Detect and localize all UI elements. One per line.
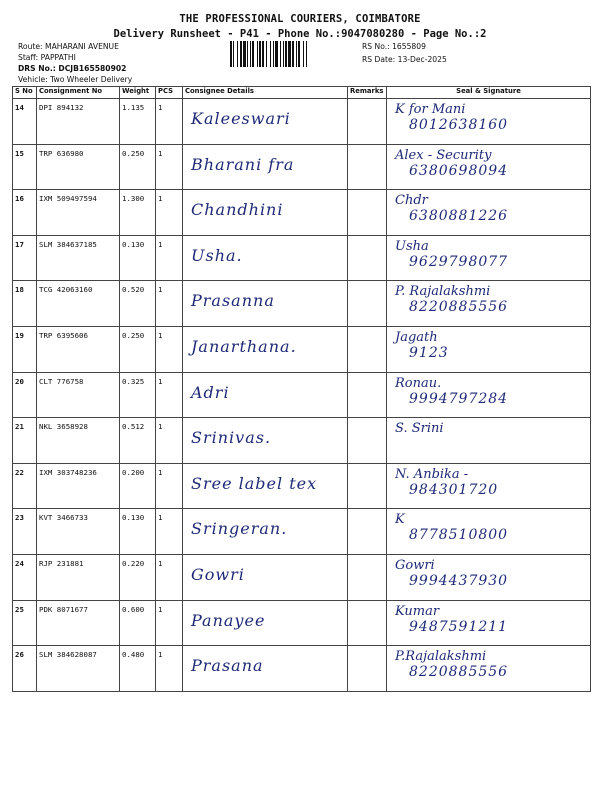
table-row [13,418,591,464]
row-consignee [183,509,348,555]
row-sno: 26 [13,646,37,692]
signature-name: Alex - Security [395,147,492,163]
signature-phone: 9629798077 [409,253,509,270]
signature-name: Kumar [395,603,440,619]
rs-number: RS No.: 1655809 [362,42,426,51]
row-sno: 14 [13,99,37,145]
barcode-bar [307,41,309,67]
col-header-sno: S No [13,87,37,99]
staff-label: Staff: PAPPATHI [18,53,76,62]
col-header-consignee: Consignee Details [183,87,348,99]
row-signature [387,509,591,555]
consignee-handwriting: Usha. [191,245,243,265]
table-row [13,646,591,692]
route-label: Route: MAHARANI AVENUE [18,42,119,51]
signature-phone: 9123 [409,344,449,361]
row-signature [387,418,591,464]
row-consignment-no: DPI 894132 [37,99,120,145]
signature-handwriting [389,646,588,680]
table-row [13,600,591,646]
row-remarks [348,418,387,464]
signature-handwriting [389,418,588,436]
row-remarks [348,190,387,236]
table-header-row [13,87,591,99]
row-weight: 1.300 [120,190,156,236]
row-consignment-no: CLT 776758 [37,372,120,418]
signature-name: Chdr [395,193,428,209]
table-row [13,554,591,600]
row-weight: 0.130 [120,509,156,555]
row-sno: 19 [13,326,37,372]
row-consignment-no: NKL 3658928 [37,418,120,464]
signature-name: K for Mani [395,102,466,117]
signature-handwriting [389,509,588,543]
row-sno: 24 [13,554,37,600]
row-remarks [348,144,387,190]
drs-number: DRS No.: DCJB165580902 [18,64,127,73]
table-row [13,372,591,418]
row-consignment-no: TRP 636980 [37,144,120,190]
table-row [13,99,591,145]
signature-phone: 6380698094 [409,162,509,179]
signature-name: P. Rajalakshmi [395,284,491,300]
consignee-handwriting: Chandhini [191,200,284,220]
signature-phone: 8778510800 [409,527,509,544]
row-sno: 15 [13,144,37,190]
signature-handwriting [389,190,588,224]
row-weight: 0.325 [120,372,156,418]
row-pcs: 1 [156,463,183,509]
col-header-signature: Seal & Signature [387,87,591,99]
row-consignment-no: TRP 6395606 [37,326,120,372]
row-remarks [348,99,387,145]
signature-phone: 8220885556 [409,299,509,316]
row-remarks [348,463,387,509]
row-consignment-no: KVT 3466733 [37,509,120,555]
row-consignee [183,554,348,600]
row-consignment-no: TCG 42063160 [37,281,120,327]
row-signature [387,372,591,418]
row-weight: 0.250 [120,326,156,372]
signature-handwriting [389,99,588,133]
table-row [13,144,591,190]
row-signature [387,190,591,236]
signature-phone: 9994797284 [409,390,509,407]
row-pcs: 1 [156,281,183,327]
rs-date: RS Date: 13-Dec-2025 [362,55,447,64]
row-consignee [183,463,348,509]
row-pcs: 1 [156,190,183,236]
table-row [13,190,591,236]
row-remarks [348,646,387,692]
consignee-handwriting: Adri [191,382,230,402]
signature-handwriting [389,327,588,361]
consignee-handwriting: Sringeran. [191,519,288,539]
signature-phone: 8220885556 [409,664,509,681]
consignee-handwriting: Sree label tex [191,473,318,493]
row-signature [387,600,591,646]
row-sno: 17 [13,235,37,281]
row-sno: 21 [13,418,37,464]
row-consignment-no: IXM 303748236 [37,463,120,509]
row-sno: 16 [13,190,37,236]
row-pcs: 1 [156,372,183,418]
row-consignment-no: RJP 231881 [37,554,120,600]
row-weight: 0.600 [120,600,156,646]
row-pcs: 1 [156,144,183,190]
document-subtitle: Delivery Runsheet - P41 - Phone No.:9047080280 - Page No.:2 [113,28,487,40]
row-signature [387,144,591,190]
consignee-handwriting: Srinivas. [191,428,272,448]
row-pcs: 1 [156,418,183,464]
row-consignee [183,418,348,464]
table-row [13,463,591,509]
signature-phone: 9487591211 [409,618,509,635]
signature-phone: 8012638160 [409,117,509,133]
signature-name: Usha [395,238,429,254]
vehicle-label: Vehicle: Two Wheeler Delivery [18,75,133,84]
row-consignment-no: SLM 384637185 [37,235,120,281]
signature-handwriting [389,373,588,407]
row-consignment-no: SLM 384628087 [37,646,120,692]
row-weight: 0.200 [120,463,156,509]
row-consignee [183,99,348,145]
barcode [230,41,354,67]
row-sno: 22 [13,463,37,509]
row-pcs: 1 [156,554,183,600]
row-remarks [348,509,387,555]
row-weight: 0.130 [120,235,156,281]
signature-name: K [395,512,405,528]
row-weight: 1.135 [120,99,156,145]
signature-phone: 9994437930 [409,572,509,589]
row-weight: 0.250 [120,144,156,190]
row-consignee [183,646,348,692]
row-pcs: 1 [156,646,183,692]
signature-handwriting [389,555,588,589]
signature-phone: 984301720 [409,481,499,498]
signature-name: Gowri [395,557,435,573]
table-row [13,509,591,555]
consignee-handwriting: Bharani fra [191,154,295,174]
signature-name: Jagath [395,329,438,345]
row-signature [387,646,591,692]
row-pcs: 1 [156,235,183,281]
row-consignee [183,144,348,190]
row-weight: 0.520 [120,281,156,327]
row-remarks [348,372,387,418]
row-signature [387,281,591,327]
row-signature [387,326,591,372]
row-sno: 18 [13,281,37,327]
row-consignee [183,600,348,646]
table-row [13,326,591,372]
row-weight: 0.220 [120,554,156,600]
signature-phone: 6380881226 [409,208,509,225]
row-consignee [183,235,348,281]
consignee-handwriting: Prasana [191,656,264,676]
row-consignment-no: PDK 8071677 [37,600,120,646]
row-signature [387,99,591,145]
row-sno: 25 [13,600,37,646]
row-consignment-no: IXM 509497594 [37,190,120,236]
row-remarks [348,554,387,600]
row-consignee [183,326,348,372]
col-header-pcs: PCS [156,87,183,99]
signature-handwriting [389,236,588,270]
col-header-remarks: Remarks [348,87,387,99]
signature-handwriting [389,281,588,315]
table-row [13,281,591,327]
row-weight: 0.480 [120,646,156,692]
row-signature [387,235,591,281]
signature-name: Ronau. [395,375,442,391]
row-pcs: 1 [156,326,183,372]
signature-handwriting [389,464,588,498]
row-sno: 20 [13,372,37,418]
row-weight: 0.512 [120,418,156,464]
consignee-handwriting: Janarthana. [191,336,297,356]
row-consignee [183,190,348,236]
signature-name: N. Anbika - [395,466,469,482]
runsheet-table [12,86,591,692]
signature-name: S. Srini [395,421,444,437]
row-remarks [348,235,387,281]
signature-handwriting [389,601,588,635]
row-consignee [183,372,348,418]
consignee-handwriting: Kaleeswari [191,109,291,128]
row-remarks [348,600,387,646]
row-pcs: 1 [156,99,183,145]
row-consignee [183,281,348,327]
col-header-weight: Weight [120,87,156,99]
row-pcs: 1 [156,509,183,555]
col-header-consignment: Consignment No [37,87,120,99]
row-sno: 23 [13,509,37,555]
row-pcs: 1 [156,600,183,646]
document-title: THE PROFESSIONAL COURIERS, COIMBATORE [179,13,421,25]
consignee-handwriting: Gowri [191,564,245,584]
row-remarks [348,326,387,372]
signature-handwriting [389,145,588,179]
row-remarks [348,281,387,327]
consignee-handwriting: Prasanna [191,291,275,311]
row-signature [387,554,591,600]
signature-name: P.Rajalakshmi [395,649,487,665]
consignee-handwriting: Panayee [191,610,266,630]
row-signature [387,463,591,509]
table-row [13,235,591,281]
